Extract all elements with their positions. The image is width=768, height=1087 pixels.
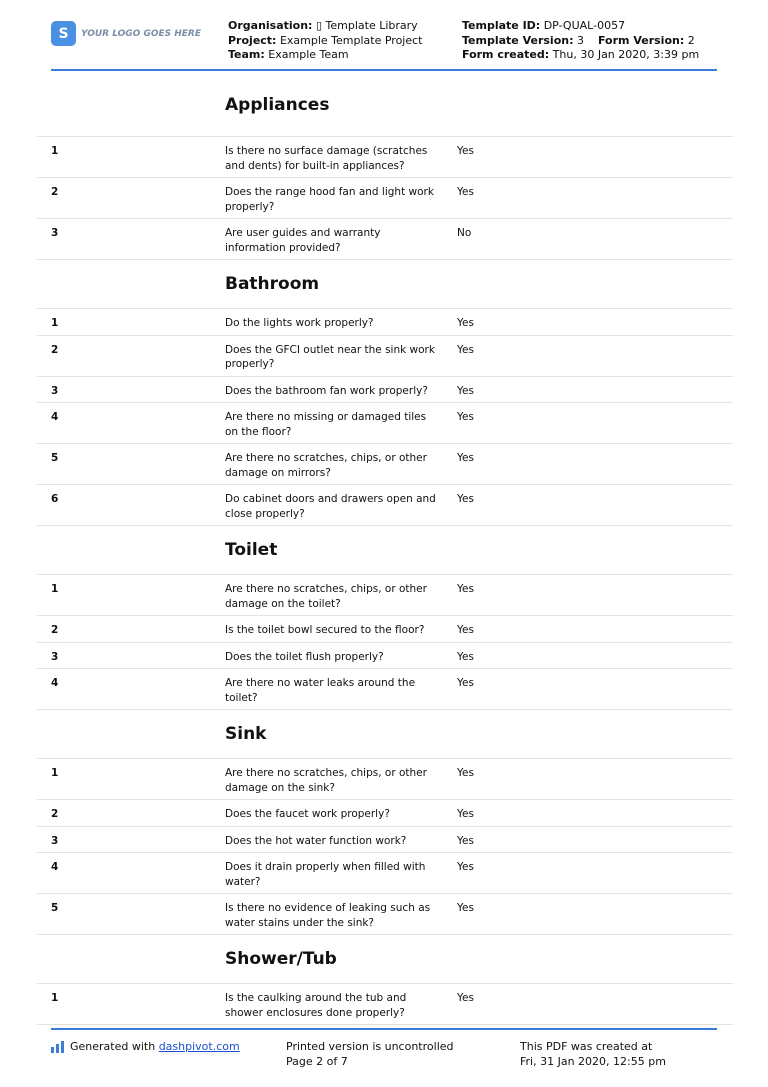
item-answer: Yes [457, 317, 474, 329]
dashpivot-bars-icon [51, 1041, 64, 1053]
team-value: Example Team [268, 48, 349, 61]
item-question: Is the toilet bowl secured to the floor? [225, 624, 425, 636]
section-heading [37, 260, 733, 309]
item-answer: Yes [457, 411, 474, 423]
form-version-label: Form Version: [597, 33, 685, 47]
item-number: 5 [51, 452, 59, 464]
checklist-row [37, 377, 733, 404]
checklist-content [37, 69, 733, 1025]
page-number: Page 2 of 7 [286, 1054, 348, 1068]
item-answer: Yes [457, 493, 474, 505]
item-question: Do the lights work properly? [225, 317, 374, 329]
item-number: 2 [51, 343, 59, 356]
section-title: Sink [225, 724, 267, 744]
section-heading [37, 69, 733, 137]
section-title: Toilet [225, 540, 278, 560]
item-number: 1 [51, 583, 59, 595]
checklist-row [37, 575, 733, 616]
uncontrolled-note: Printed version is uncontrolled [286, 1040, 454, 1053]
checklist-row [37, 643, 733, 670]
item-number: 4 [51, 861, 59, 873]
pdf-created-label: This PDF was created at [520, 1040, 653, 1053]
checklist-row [37, 444, 733, 485]
team-label: Team: [228, 48, 265, 61]
item-question: Is there no surface damage (scratches and dents) for built-in appliances? [225, 145, 428, 172]
item-answer: Yes [457, 343, 474, 356]
project-label: Project: [228, 33, 277, 47]
form-version-value: 2 [687, 33, 695, 47]
item-question: Are there no scratches, chips, or other damage on mirrors? [225, 452, 427, 479]
pdf-created-date: Fri, 31 Jan 2020, 12:55 pm [520, 1054, 666, 1068]
item-number: 1 [51, 992, 59, 1004]
header-template-info [462, 19, 699, 63]
item-number: 1 [51, 317, 59, 329]
item-number: 2 [51, 624, 59, 636]
checklist-row [37, 137, 733, 178]
checklist-row [37, 984, 733, 1025]
logo-icon: S [51, 21, 76, 46]
checklist-row [37, 178, 733, 219]
item-answer: Yes [457, 992, 474, 1004]
item-number: 1 [51, 767, 59, 779]
item-number: 3 [51, 834, 59, 847]
item-answer: Yes [457, 677, 474, 689]
item-number: 4 [51, 411, 59, 423]
item-answer: Yes [457, 808, 474, 820]
item-question: Is the caulking around the tub and shower enclosures done properly? [225, 992, 407, 1019]
checklist-row [37, 853, 733, 894]
item-question: Does the bathroom fan work properly? [225, 384, 428, 397]
item-number: 5 [51, 902, 59, 914]
item-question: Are there no missing or damaged tiles on the floor? [225, 411, 427, 438]
item-question: Are there no water leaks around the toilet? [225, 677, 416, 704]
checklist-row [37, 669, 733, 710]
footer-page-info [286, 1040, 454, 1069]
section-heading [37, 710, 733, 759]
item-question: Does the GFCI outlet near the sink work properly? [225, 343, 435, 370]
dashpivot-link[interactable]: dashpivot.com [158, 1040, 240, 1053]
checklist-row [37, 759, 733, 800]
item-number: 6 [51, 493, 59, 505]
item-answer: Yes [457, 145, 474, 157]
checklist-row [37, 219, 733, 260]
company-logo [51, 21, 201, 46]
checklist-row [37, 403, 733, 444]
form-created-label: Form created: [462, 48, 550, 61]
item-question: Are user guides and warranty information provided? [225, 227, 381, 254]
page-header [51, 17, 717, 71]
item-answer: Yes [457, 452, 474, 464]
section-title: Appliances [225, 95, 330, 115]
template-version-label: Template Version: [462, 33, 574, 47]
organisation-label: Organisation: [228, 19, 313, 32]
item-answer: Yes [457, 834, 474, 847]
page-footer [51, 1028, 717, 1068]
item-number: 3 [51, 650, 59, 663]
item-answer: Yes [457, 861, 474, 873]
template-id-value: DP-QUAL-0057 [543, 19, 626, 32]
item-number: 2 [51, 808, 59, 820]
item-question: Do cabinet doors and drawers open and close properly? [225, 493, 436, 520]
item-question: Does the toilet flush properly? [225, 650, 384, 663]
section-title: Bathroom [225, 274, 320, 294]
section-title: Shower/Tub [225, 949, 337, 969]
section-heading [37, 935, 733, 984]
item-question: Are there no scratches, chips, or other damage on the sink? [225, 767, 427, 794]
logo-text: YOUR LOGO GOES HERE [81, 28, 202, 39]
item-number: 4 [51, 677, 59, 689]
item-question: Is there no evidence of leaking such as water stains under the sink? [225, 902, 431, 929]
generated-prefix: Generated with [70, 1040, 156, 1053]
template-id-label: Template ID: [462, 19, 541, 32]
item-number: 2 [51, 186, 59, 198]
checklist-row [37, 485, 733, 526]
item-answer: Yes [457, 650, 474, 663]
checklist-row [37, 616, 733, 643]
item-answer: Yes [457, 186, 474, 198]
checklist-row [37, 894, 733, 935]
form-created-value: Thu, 30 Jan 2020, 3:39 pm [552, 48, 700, 61]
checklist-row [37, 800, 733, 827]
item-question: Does it drain properly when filled with water? [225, 861, 426, 888]
item-answer: Yes [457, 767, 474, 779]
footer-created-info [520, 1040, 666, 1069]
generated-with [51, 1040, 240, 1055]
item-number: 1 [51, 145, 59, 157]
checklist-row [37, 827, 733, 854]
project-value: Example Template Project [279, 33, 423, 47]
item-question: Does the faucet work properly? [225, 808, 390, 820]
item-number: 3 [51, 227, 59, 239]
item-answer: Yes [457, 583, 474, 595]
organisation-value: ▯ Template Library [315, 19, 418, 32]
item-number: 3 [51, 384, 59, 397]
checklist-row [37, 309, 733, 336]
section-heading [37, 526, 733, 575]
item-answer: No [457, 227, 472, 239]
item-answer: Yes [457, 624, 474, 636]
item-answer: Yes [457, 902, 474, 914]
item-question: Are there no scratches, chips, or other damage on the toilet? [225, 583, 427, 610]
item-question: Does the range hood fan and light work properly? [225, 186, 434, 213]
checklist-row [37, 336, 733, 377]
header-org-info [228, 19, 423, 63]
item-question: Does the hot water function work? [225, 834, 407, 847]
template-version-value: 3 [576, 33, 584, 47]
item-answer: Yes [457, 384, 474, 397]
